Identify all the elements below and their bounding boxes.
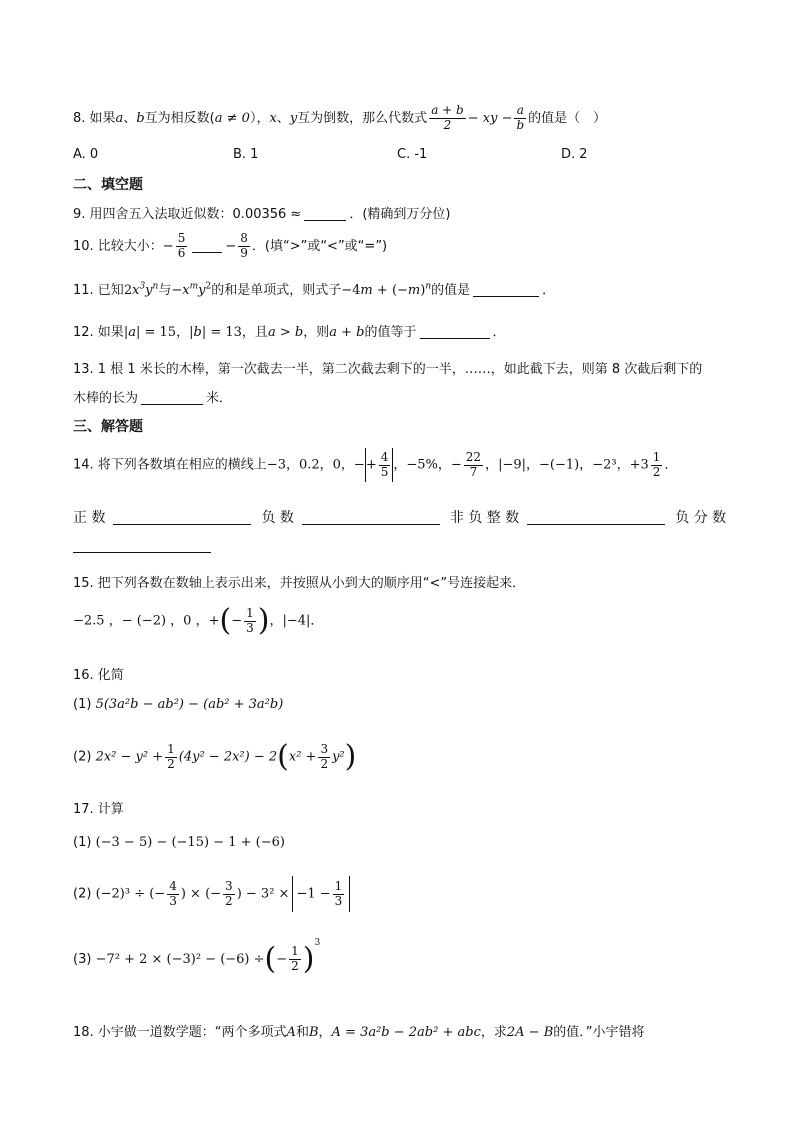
q14-abs-open: −	[353, 457, 365, 473]
q16-th-num: 3	[320, 741, 329, 756]
q8-var-x: x	[269, 110, 277, 126]
q10-fraction-2	[238, 232, 250, 261]
q14-frac-den: 5	[380, 464, 389, 479]
q8-text3: 互为倒数，那么代数式	[297, 110, 428, 126]
q11-text3: 的值是	[431, 283, 471, 298]
q16-paren-close: )	[344, 739, 357, 774]
q14-positive-blank[interactable]	[113, 510, 251, 525]
q11-prefix: 11. 已知	[73, 283, 124, 298]
q8-frac2-num: a	[514, 104, 526, 119]
q8-option-d[interactable]: D. 2	[561, 147, 588, 162]
q14-line	[73, 448, 677, 482]
q8-option-a[interactable]: A. 0	[73, 147, 99, 162]
q14-label-negative: 负 数	[261, 510, 294, 526]
q11-expression: $-4m + (-m)^n$	[341, 281, 432, 298]
q15-fraction-1-3	[244, 607, 256, 636]
q17-p2-label: (2)	[73, 886, 92, 902]
q16-fraction-3-2	[318, 743, 330, 772]
q11-text2: 的和是单项式，则式子	[211, 283, 342, 298]
q17-abs-bar-left	[292, 876, 293, 912]
q17-part-3	[73, 938, 320, 975]
q12-prefix: 12. 如果	[73, 325, 124, 340]
q8-prefix: 8. 如果	[73, 110, 116, 126]
q16-th-den: 2	[320, 756, 329, 771]
q15-line: 15. 把下列各数在数轴上表示出来，并按照从小到大的顺序用“<”号连接起来．	[73, 576, 526, 591]
section-2-heading: 二、填空题	[73, 177, 143, 193]
q14-nonneg-int-blank[interactable]	[527, 510, 665, 525]
q17-p3-label: (3)	[73, 952, 92, 967]
q10-answer-blank[interactable]	[192, 238, 222, 253]
q14-label-neg-fraction: 负 分 数	[675, 510, 727, 526]
q14-percent: ，−5%，−	[393, 457, 462, 473]
q8-fraction-1	[429, 104, 466, 133]
q12-answer-blank[interactable]	[420, 324, 490, 339]
q17-p3-b: −	[276, 952, 288, 967]
q10-mid: −	[225, 238, 237, 254]
q10-f1-den: 6	[177, 245, 186, 260]
q17-abs-bar-right	[349, 876, 350, 912]
q14-f22-den: 7	[469, 464, 478, 479]
q12-abs-a: |a| = 15	[123, 325, 177, 340]
q9-text: 9. 用四舍五入法取近似数：0.00356 ≈	[73, 207, 302, 222]
q11-term-1: $2x^3y^n$	[123, 281, 159, 298]
q15-frac-den: 3	[246, 620, 254, 635]
q10-f2-num: 8	[240, 231, 248, 245]
q14-half-den: 2	[652, 464, 661, 479]
q16-p2-c: x² +	[288, 749, 317, 765]
q16-p2-d: y²	[332, 749, 345, 765]
q16-p2-label: (2)	[73, 749, 92, 765]
q12-sum: a + b	[329, 325, 365, 340]
q17-f43-num: 4	[169, 878, 177, 893]
q17-p1-expr: (−3 − 5) − (−15) − 1 + (−6)	[95, 835, 285, 850]
q16-part-2	[73, 739, 357, 774]
q17-fraction-1-3	[333, 880, 345, 909]
q10-prefix: 10. 比较大小：−	[73, 238, 174, 254]
q17-part-2	[73, 876, 353, 912]
q8-var-a: a	[115, 110, 124, 126]
q9-after: ．(精确到万分位)	[349, 207, 451, 222]
q11-answer-blank[interactable]	[473, 282, 539, 297]
q16-half-den: 2	[167, 756, 175, 771]
q18-line	[73, 1021, 645, 1040]
q11-text1: 与	[158, 283, 172, 298]
q17-p2-c: ) − 3² ×	[236, 886, 290, 902]
q14-label-nonneg-int: 非 负 整 数	[449, 510, 520, 526]
q8-line	[73, 104, 606, 133]
q17-f32-den: 2	[225, 893, 233, 908]
q18-var-A: A	[286, 1025, 296, 1040]
q15-paren-close: )	[257, 603, 270, 638]
q16-p1-expr: 5(3a²b − ab²) − (ab² + 3a²b)	[95, 697, 284, 712]
q14-negative-blank[interactable]	[302, 510, 440, 525]
q16-fraction-1-2	[165, 743, 177, 772]
q8-option-c[interactable]: C. -1	[397, 147, 428, 162]
q17-f12-num: 1	[291, 944, 299, 959]
q10-after: ．(填“>”或“<”或“=”)	[251, 238, 388, 254]
q13-line-1: 13. 1 根 1 米长的木棒，第一次截去一半，第二次截去剩下的一半，……，如此截下去，则第 8 次截后剩下的	[73, 362, 703, 377]
q11-end: ．	[542, 283, 556, 298]
q17-p2-a: (−2)³ ÷ (−	[95, 886, 166, 902]
q17-p3-a: −7² + 2 × (−3)² − (−6) ÷	[95, 952, 265, 967]
q14-fraction-4-5	[379, 451, 391, 480]
q10-fraction-1	[176, 232, 188, 261]
q15-tail: ，|−4|．	[269, 613, 324, 629]
q17-f32-num: 3	[225, 878, 233, 893]
q8-var-b: b	[136, 110, 145, 126]
q12-end: ．	[492, 325, 506, 340]
q11-term-2: $-x^my^2$	[171, 281, 212, 298]
q9-answer-blank[interactable]	[304, 206, 346, 221]
q16-half-num: 1	[167, 741, 175, 756]
q14-rest: ，|−9|，−(−1)，−2³，+3	[485, 457, 649, 473]
q8-cond: a ≠ 0	[214, 110, 250, 126]
q8-sep2: 、	[276, 110, 290, 126]
q17-title: 17. 计算	[73, 802, 124, 817]
q17-f13-den: 3	[334, 893, 343, 908]
q10-f1-num: 5	[177, 231, 186, 245]
q15-frac-num: 1	[246, 605, 254, 620]
q8-cond-open: (	[209, 110, 215, 126]
q12-text4: 的值等于	[364, 325, 417, 340]
q17-f13-num: 1	[334, 878, 343, 893]
q12-text2: ，且	[241, 325, 268, 340]
q17-fraction-4-3	[167, 880, 179, 909]
q13-prefix: 木棒的长为	[73, 391, 139, 406]
q14-plus: +	[365, 457, 377, 473]
q8-frac1-den: 2	[443, 117, 452, 132]
q12-text1: ，	[176, 325, 190, 340]
q10-line	[73, 232, 387, 261]
q8-frac1-num: a + b	[431, 103, 464, 117]
q12-abs-b: |b| = 13	[189, 325, 242, 340]
q14-neg-fraction-blank[interactable]	[73, 538, 211, 553]
q15-minus: −	[231, 613, 243, 629]
q8-frac2-den: b	[516, 117, 525, 132]
q16-title: 16. 化简	[73, 668, 124, 683]
q17-fraction-3-2	[223, 880, 235, 909]
q16-part-1	[73, 697, 283, 712]
q8-text2: ），	[249, 110, 270, 126]
q8-text1: 互为相反数	[144, 110, 210, 126]
q14-f22-num: 22	[465, 449, 482, 464]
q10-f2-den: 9	[240, 245, 248, 260]
q14-frac-num: 4	[380, 449, 389, 464]
q17-p1-label: (1)	[73, 835, 92, 850]
q17-p2-d: −1 −	[296, 886, 331, 902]
q18-text3: 的值．”小宇错将	[553, 1025, 645, 1040]
q17-part-1	[73, 835, 285, 850]
q14-categories	[73, 507, 726, 527]
q14-label-positive: 正 数	[73, 510, 106, 526]
q14-fraction-22-7	[464, 451, 483, 480]
q18-and: 和	[295, 1025, 309, 1040]
q8-text4: 的值是（ ）	[528, 110, 607, 126]
q12-line	[73, 321, 506, 340]
q15-paren-open: (	[219, 603, 232, 638]
q8-fraction-2	[514, 104, 526, 133]
q15-items: −2.5 ，− (−2) ，0 ，+	[73, 613, 220, 629]
q11-line	[73, 279, 555, 298]
q14-end: ．	[664, 457, 678, 473]
q8-var-y: y	[289, 110, 298, 126]
q16-p1-label: (1)	[73, 697, 92, 712]
q16-p2-a: 2x² − y² +	[95, 749, 164, 765]
q14-half-num: 1	[652, 449, 661, 464]
q8-option-b[interactable]: B. 1	[233, 147, 259, 162]
q17-p3-exponent: 3	[314, 938, 321, 948]
q17-paren-open: (	[264, 941, 277, 977]
q18-text1: ，	[318, 1025, 332, 1040]
q16-paren-open: (	[277, 739, 289, 774]
q14-continuation	[73, 538, 211, 554]
q17-fraction-1-2	[289, 945, 301, 974]
q17-paren-close: )	[302, 941, 315, 977]
q9-line	[73, 203, 450, 222]
q13-answer-blank[interactable]	[141, 390, 203, 405]
q12-cond: a > b	[267, 325, 304, 340]
q12-text3: ，则	[303, 325, 330, 340]
q17-f43-den: 3	[169, 893, 177, 908]
q18-prefix: 18. 小宇做一道数学题：“两个多项式	[73, 1025, 287, 1040]
section-3-heading: 三、解答题	[73, 419, 143, 435]
q14-fraction-1-2	[651, 451, 663, 480]
q13-suffix: 米．	[206, 391, 233, 406]
q18-text2: ，求	[480, 1025, 507, 1040]
q8-sep1: 、	[123, 110, 137, 126]
q17-p2-b: ) × (−	[180, 886, 222, 902]
q18-expr: 2A − B	[506, 1025, 554, 1040]
q13-line-2	[73, 387, 232, 406]
q15-numbers	[73, 603, 324, 638]
q16-p2-b: (4y² − 2x²) − 2	[178, 749, 278, 765]
q14-numbers-a: −3，0.2，0，	[266, 457, 354, 473]
q18-formula: A = 3a²b − 2ab² + abc	[331, 1025, 481, 1040]
q14-prefix: 14. 将下列各数填在相应的横线上	[73, 457, 267, 473]
q17-f12-den: 2	[291, 959, 299, 973]
q8-mid: − xy −	[467, 110, 513, 126]
q18-var-B: B	[308, 1025, 319, 1040]
